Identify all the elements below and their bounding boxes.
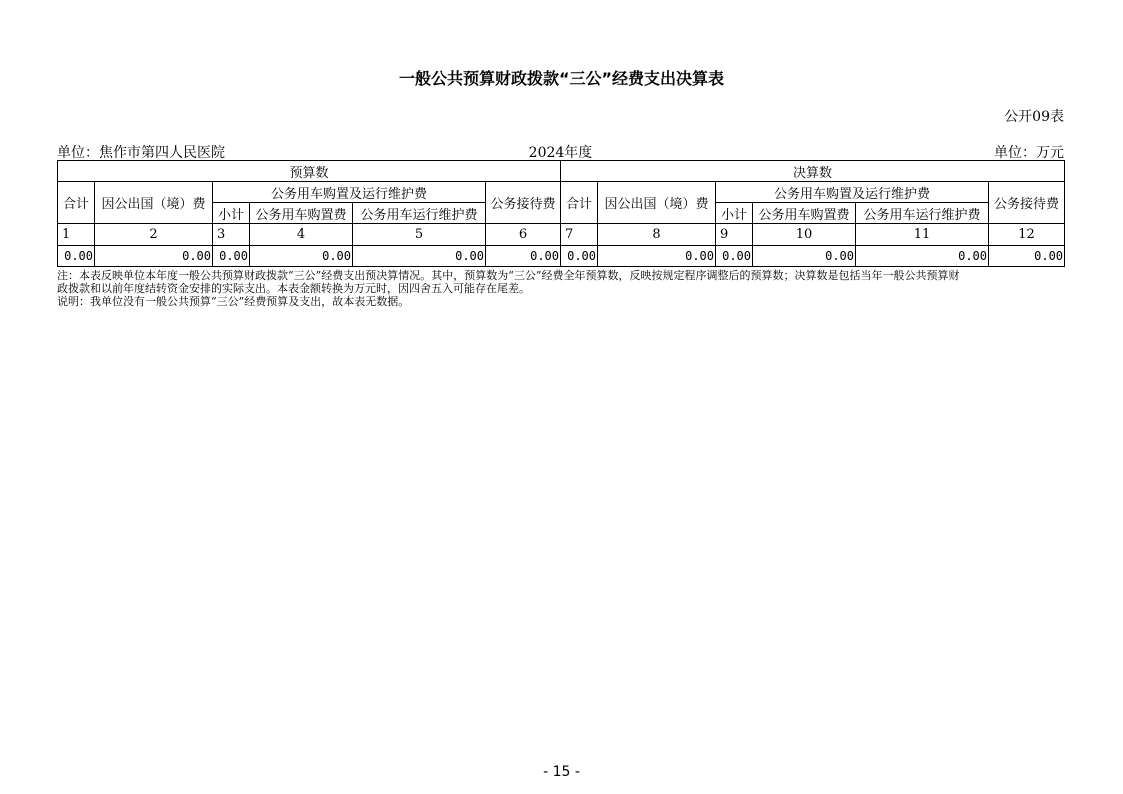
value-cell: 0.00 xyxy=(856,246,989,267)
header-budget-subtotal: 小计 xyxy=(213,203,250,224)
header-final: 决算数 xyxy=(561,161,1065,182)
value-row xyxy=(58,246,1065,267)
three-expenses-table xyxy=(57,160,1065,267)
header-final-subtotal: 小计 xyxy=(716,203,753,224)
index-cell: 6 xyxy=(486,224,561,246)
index-cell: 4 xyxy=(250,224,353,246)
header-final-total: 合计 xyxy=(561,182,598,224)
index-cell: 5 xyxy=(353,224,486,246)
value-cell: 0.00 xyxy=(716,246,753,267)
form-code: 公开09表 xyxy=(1004,109,1064,125)
note-line: 注：本表反映单位本年度一般公共预算财政拨款“三公”经费支出预决算情况。其中，预算数为“三公”经费全年预算数，反映按规定程序调整后的预算数；决算数是包括当年一般公共预算财 xyxy=(57,269,960,282)
notes xyxy=(57,269,1067,308)
header-final-vehicle: 公务用车购置及运行维护费 xyxy=(716,182,989,203)
meta-row xyxy=(57,142,1064,160)
value-cell: 0.00 xyxy=(598,246,716,267)
note-line: 政拨款和以前年度结转资金安排的实际支出。本表金额转换为万元时，因四舍五入可能存在尾差。 xyxy=(57,282,530,295)
index-cell: 11 xyxy=(856,224,989,246)
value-cell: 0.00 xyxy=(561,246,598,267)
header-budget-vehicle: 公务用车购置及运行维护费 xyxy=(213,182,486,203)
header-final-purchase: 公务用车购置费 xyxy=(753,203,856,224)
index-cell: 10 xyxy=(753,224,856,246)
header-budget: 预算数 xyxy=(58,161,561,182)
header-row-categories xyxy=(58,182,1065,203)
index-cell: 1 xyxy=(58,224,95,246)
header-budget-purchase: 公务用车购置费 xyxy=(250,203,353,224)
explanation: 说明：我单位没有一般公共预算“三公”经费预算及支出，故本表无数据。 xyxy=(57,295,410,308)
page-number: - 15 - xyxy=(543,764,580,780)
currency-unit: 单位：万元 xyxy=(994,145,1064,161)
value-cell: 0.00 xyxy=(95,246,213,267)
value-cell: 0.00 xyxy=(250,246,353,267)
value-cell: 0.00 xyxy=(353,246,486,267)
value-cell: 0.00 xyxy=(753,246,856,267)
value-cell: 0.00 xyxy=(213,246,250,267)
index-cell: 3 xyxy=(213,224,250,246)
fiscal-year: 2024年度 xyxy=(528,145,593,161)
index-row xyxy=(58,224,1065,246)
value-cell: 0.00 xyxy=(58,246,95,267)
header-final-reception: 公务接待费 xyxy=(989,182,1065,224)
header-final-abroad: 因公出国（境）费 xyxy=(598,182,716,224)
value-cell: 0.00 xyxy=(486,246,561,267)
index-cell: 7 xyxy=(561,224,598,246)
index-cell: 12 xyxy=(989,224,1065,246)
index-cell: 2 xyxy=(95,224,213,246)
header-budget-operation: 公务用车运行维护费 xyxy=(353,203,486,224)
header-final-operation: 公务用车运行维护费 xyxy=(856,203,989,224)
header-budget-reception: 公务接待费 xyxy=(486,182,561,224)
header-budget-total: 合计 xyxy=(58,182,95,224)
header-budget-abroad: 因公出国（境）费 xyxy=(95,182,213,224)
value-cell: 0.00 xyxy=(989,246,1065,267)
header-row-groups xyxy=(58,161,1065,182)
page-title: 一般公共预算财政拨款“三公”经费支出决算表 xyxy=(398,69,725,88)
index-cell: 8 xyxy=(598,224,716,246)
index-cell: 9 xyxy=(716,224,753,246)
unit-label: 单位：焦作市第四人民医院 xyxy=(57,145,225,161)
